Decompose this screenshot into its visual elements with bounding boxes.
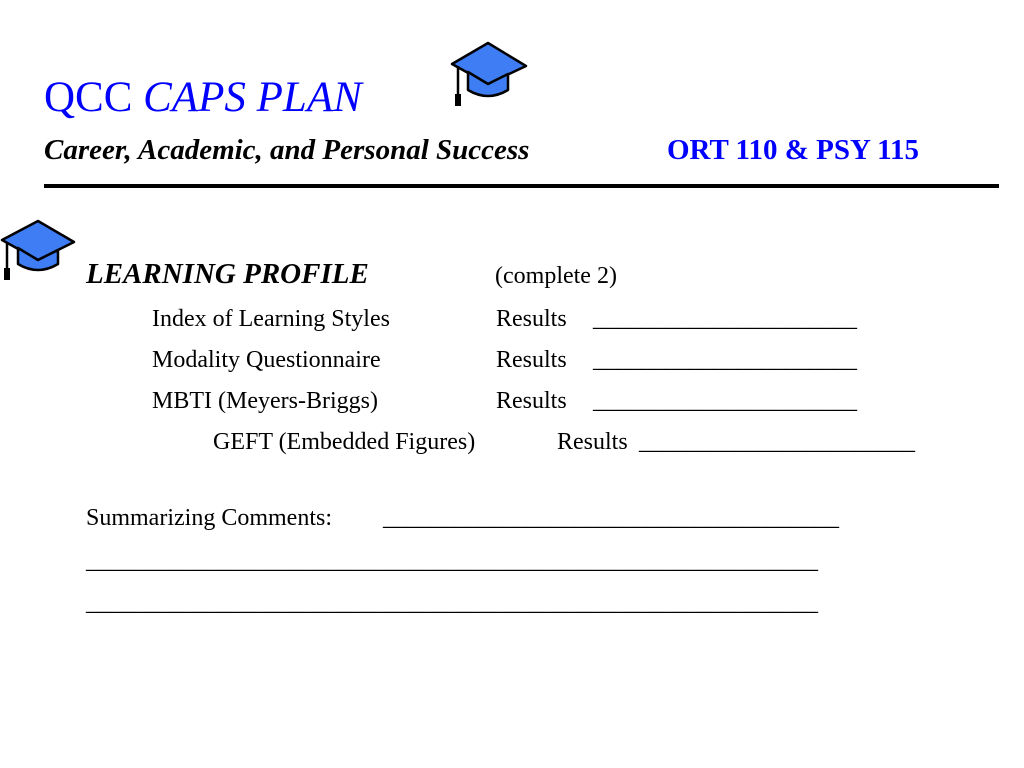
profile-item-results-label: Results (496, 347, 567, 373)
title-plain: QCC (44, 74, 133, 121)
profile-item-label: GEFT (Embedded Figures) (213, 429, 476, 455)
summary-field[interactable]: ______________________________________ (383, 505, 839, 531)
header-divider (44, 184, 999, 188)
section-heading: LEARNING PROFILE (86, 258, 369, 290)
summary-line[interactable]: _____________________________________________________________ (86, 548, 818, 574)
profile-item-results-label: Results (557, 429, 628, 455)
graduation-cap-icon (0, 218, 78, 284)
summary-line[interactable]: _____________________________________________________________ (86, 590, 818, 616)
profile-item-results-field[interactable]: ______________________ (593, 388, 857, 414)
title-italic: CAPS PLAN (143, 74, 362, 121)
subtitle: Career, Academic, and Personal Success (44, 134, 530, 166)
profile-item-label: MBTI (Meyers-Briggs) (152, 388, 378, 414)
summary-label: Summarizing Comments: (86, 505, 332, 531)
profile-item-results-label: Results (496, 388, 567, 414)
profile-item-results-label: Results (496, 306, 567, 332)
profile-item-results-field[interactable]: _______________________ (639, 429, 915, 455)
profile-item-results-field[interactable]: ______________________ (593, 347, 857, 373)
page-title (44, 72, 362, 124)
profile-item-label: Modality Questionnaire (152, 347, 381, 373)
course-code: ORT 110 & PSY 115 (667, 134, 919, 166)
section-note: (complete 2) (495, 263, 617, 289)
profile-item-results-field[interactable]: ______________________ (593, 306, 857, 332)
graduation-cap-icon (450, 40, 530, 110)
profile-item-label: Index of Learning Styles (152, 306, 390, 332)
